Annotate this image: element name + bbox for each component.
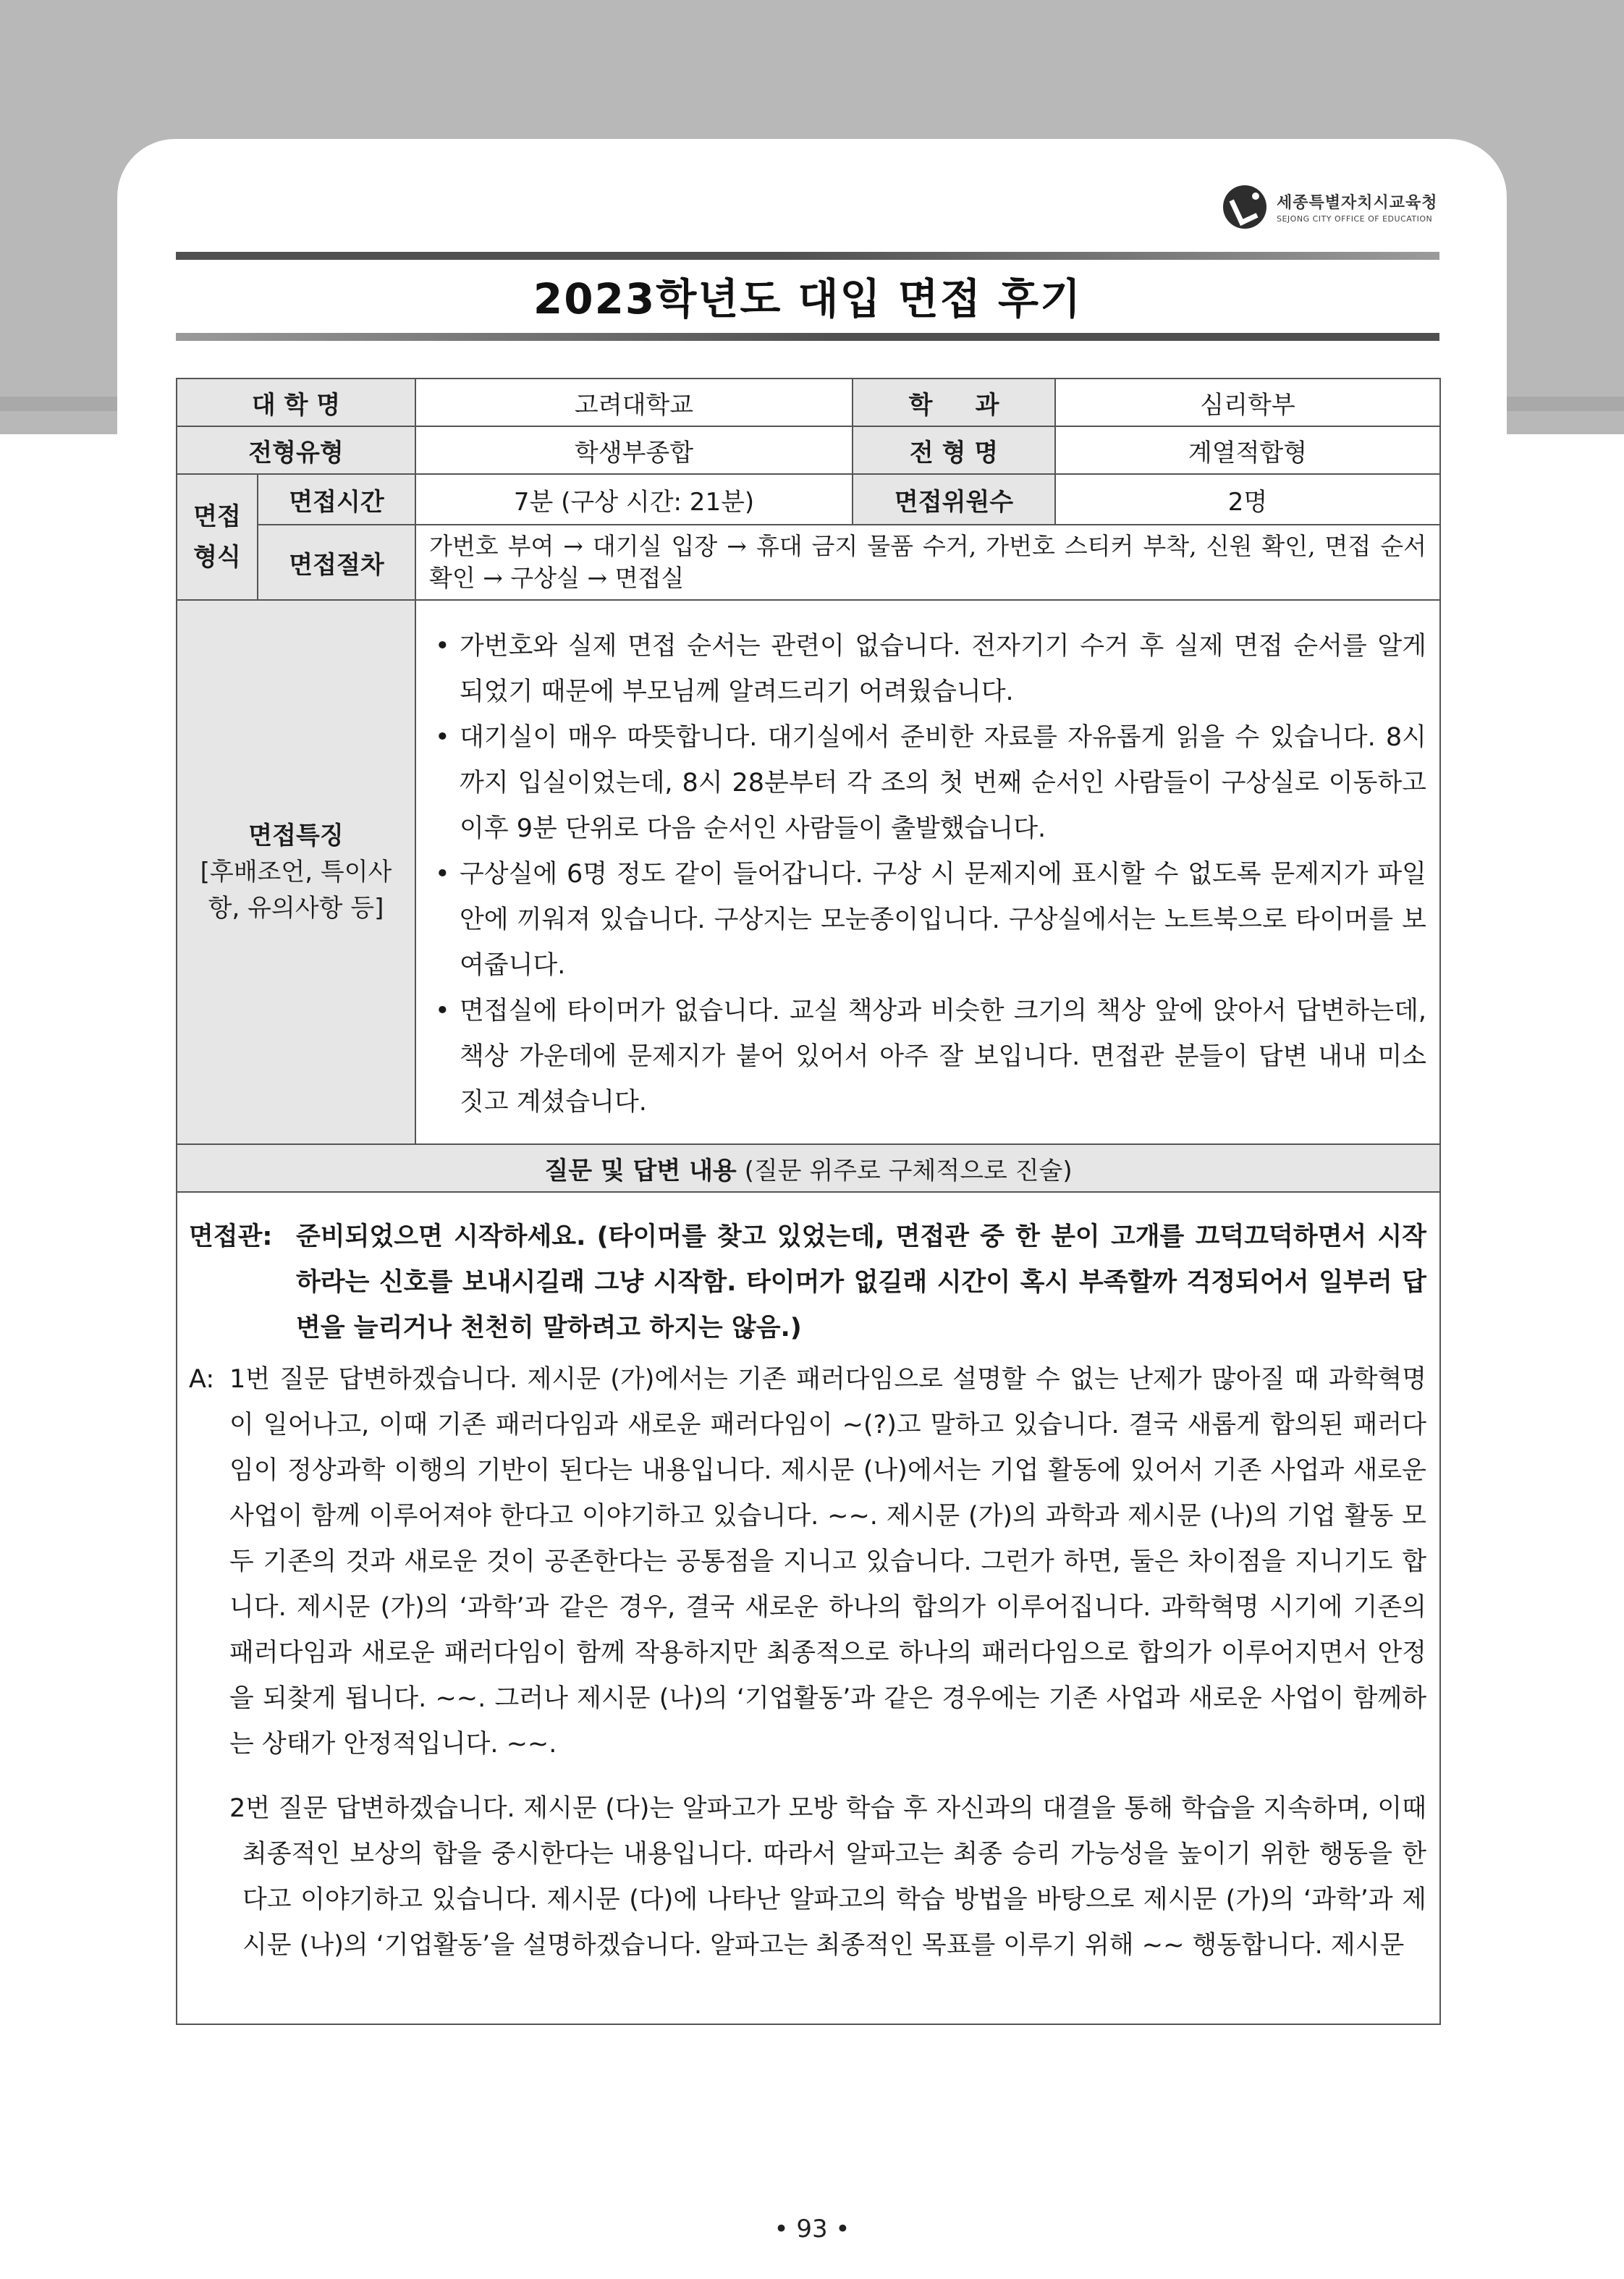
univ-value: 고려대학교	[415, 379, 853, 426]
org-name-ko: 세종특별자치시교육청	[1277, 194, 1438, 212]
qa-content	[177, 1192, 1440, 2024]
answer-label: A:	[189, 1365, 215, 1394]
interviewer-line	[189, 1214, 1426, 1351]
committee-value: 2명	[1055, 474, 1440, 525]
qa-header-bold: 질문 및 답변 내용	[544, 1156, 737, 1185]
format-label: 면접 형식	[177, 474, 258, 600]
org-name-en: SEJONG CITY OFFICE OF EDUCATION	[1277, 214, 1433, 224]
table-row	[177, 600, 1440, 1144]
answer-2-text: 2번 질문 답변하겠습니다. 제시문 (다)는 알파고가 모방 학습 후 자신과의 대결을 통해 학습을 지속하며, 이때 최종적인 보상의 합을 중시한다는 내용입니다. 따라서 알파고는 최종 승리 가능성을 높이기 위한 행동을 한다고 이야기하고 있습니다. 제시문 (다)에 나타난 알파고의 학습 방법을 바탕으로 제시문 (가)의 ‘과학’과 제시문 (나)의 ‘기업활동’을 설명하겠습니다. 알파고는 최종적인 목표를 이루기 위해 ~~ 행동합니다. 제시문	[229, 1794, 1426, 1960]
table-row	[177, 1192, 1440, 2024]
features-label	[177, 600, 415, 1144]
qa-header	[177, 1144, 1440, 1192]
list-item: • 대기실이 매우 따뜻합니다. 대기실에서 준비한 자료를 자유롭게 읽을 수 있습니다. 8시까지 입실이었는데, 8시 28분부터 각 조의 첫 번째 순서인 사람들이 구상실로 이동하고 이후 9분 단위로 다음 순서인 사람들이 출발했습니다.	[431, 715, 1426, 852]
features-label-main: 면접특징	[248, 821, 344, 850]
answer-line	[189, 1357, 1426, 1767]
answer-1-text: 1번 질문 답변하겠습니다. 제시문 (가)에서는 기존 패러다임으로 설명할 수 없는 난제가 많아질 때 과학혁명이 일어나고, 이때 기존 패러다임과 새로운 패러다임이 ~(?)고 말하고 있습니다. 결국 새롭게 합의된 패러다임이 정상과학 이행의 기반이 된다는 내용입니다. 제시문 (나)에서는 기업 활동에 있어서 기존 사업과 새로운 사업이 함께 이루어져야 한다고 이야기하고 있습니다. ~~. 제시문 (가)의 과학과 제시문 (나)의 기업 활동 모두 기존의 것과 새로운 것이 공존한다는 공통점을 지니고 있습니다. 그런가 하면, 둘은 차이점을 지니기도 합니다. 제시문 (가)의 ‘과학’과 같은 경우, 결국 새로운 하나의 합의가 이루어집니다. 과학혁명 시기에 기존의 패러다임과 새로운 패러다임이 함께 작용하지만 최종적으로 하나의 패러다임으로 합의가 이루어지면서 안정을 되찾게 됩니다. ~~. 그러나 제시문 (나)의 ‘기업활동’과 같은 경우에는 기존 사업과 새로운 사업이 함께하는 상태가 안정적입니다. ~~.	[229, 1365, 1426, 1759]
time-label: 면접시간	[258, 474, 415, 525]
right-edge-bar	[1507, 397, 1624, 411]
emblem-icon	[1223, 185, 1266, 229]
adm-value: 계열적합형	[1055, 426, 1440, 474]
page-number: • 93 •	[774, 2215, 850, 2244]
table-row	[177, 474, 1440, 525]
features-label-sub: [후배조언, 특이사항, 유의사항 등]	[200, 858, 392, 923]
interview-review-table	[176, 378, 1441, 2025]
left-edge-bar	[0, 397, 117, 411]
qa-header-note: (질문 위주로 구체적으로 진술)	[736, 1156, 1073, 1185]
type-value: 학생부종합	[415, 426, 853, 474]
title-rule-bottom	[176, 333, 1439, 341]
table-row	[177, 379, 1440, 426]
procedure-value: 가번호 부여 → 대기실 입장 → 휴대 금지 물품 수거, 가번호 스티커 부착, 신원 확인, 면접 순서 확인 → 구상실 → 면접실	[415, 525, 1440, 600]
procedure-label: 면접절차	[258, 525, 415, 600]
table-row	[177, 426, 1440, 474]
list-item: • 면접실에 타이머가 없습니다. 교실 책상과 비슷한 크기의 책상 앞에 앉아서 답변하는데, 책상 가운데에 문제지가 붙어 있어서 아주 잘 보입니다. 면접관 분들이 답변 내내 미소 짓고 계셨습니다.	[431, 989, 1426, 1125]
title-rule-top	[176, 252, 1439, 260]
type-label: 전형유형	[177, 426, 415, 474]
interviewer-label: 면접관:	[189, 1222, 273, 1251]
features-list	[431, 624, 1426, 1125]
page-title: 2023학년도 대입 면접 후기	[533, 274, 1083, 324]
adm-label: 전 형 명	[853, 426, 1055, 474]
table-row	[177, 1144, 1440, 1192]
list-item: • 구상실에 6명 정도 같이 들어갑니다. 구상 시 문제지에 표시할 수 없도록 문제지가 파일 안에 끼워져 있습니다. 구상지는 모눈종이입니다. 구상실에서는 노트북으로 타이머를 보여줍니다.	[431, 852, 1426, 989]
org-name	[1277, 190, 1438, 224]
time-value: 7분 (구상 시간: 21분)	[415, 474, 853, 525]
interviewer-text: 준비되었으면 시작하세요. (타이머를 찾고 있었는데, 면접관 중 한 분이 고개를 끄덕끄덕하면서 시작하라는 신호를 보내시길래 그냥 시작함. 타이머가 없길래 시간이 혹시 부족할까 걱정되어서 일부러 답변을 늘리거나 천천히 말하려고 하지는 않음.)	[296, 1222, 1426, 1343]
features-content	[415, 600, 1440, 1144]
list-item: • 가번호와 실제 면접 순서는 관련이 없습니다. 전자기기 수거 후 실제 면접 순서를 알게 되었기 때문에 부모님께 알려드리기 어려웠습니다.	[431, 624, 1426, 715]
committee-label: 면접위원수	[853, 474, 1055, 525]
dept-label: 학 과	[853, 379, 1055, 426]
org-logo	[1223, 184, 1438, 230]
table-row	[177, 525, 1440, 600]
dept-value: 심리학부	[1055, 379, 1440, 426]
univ-label: 대 학 명	[177, 379, 415, 426]
